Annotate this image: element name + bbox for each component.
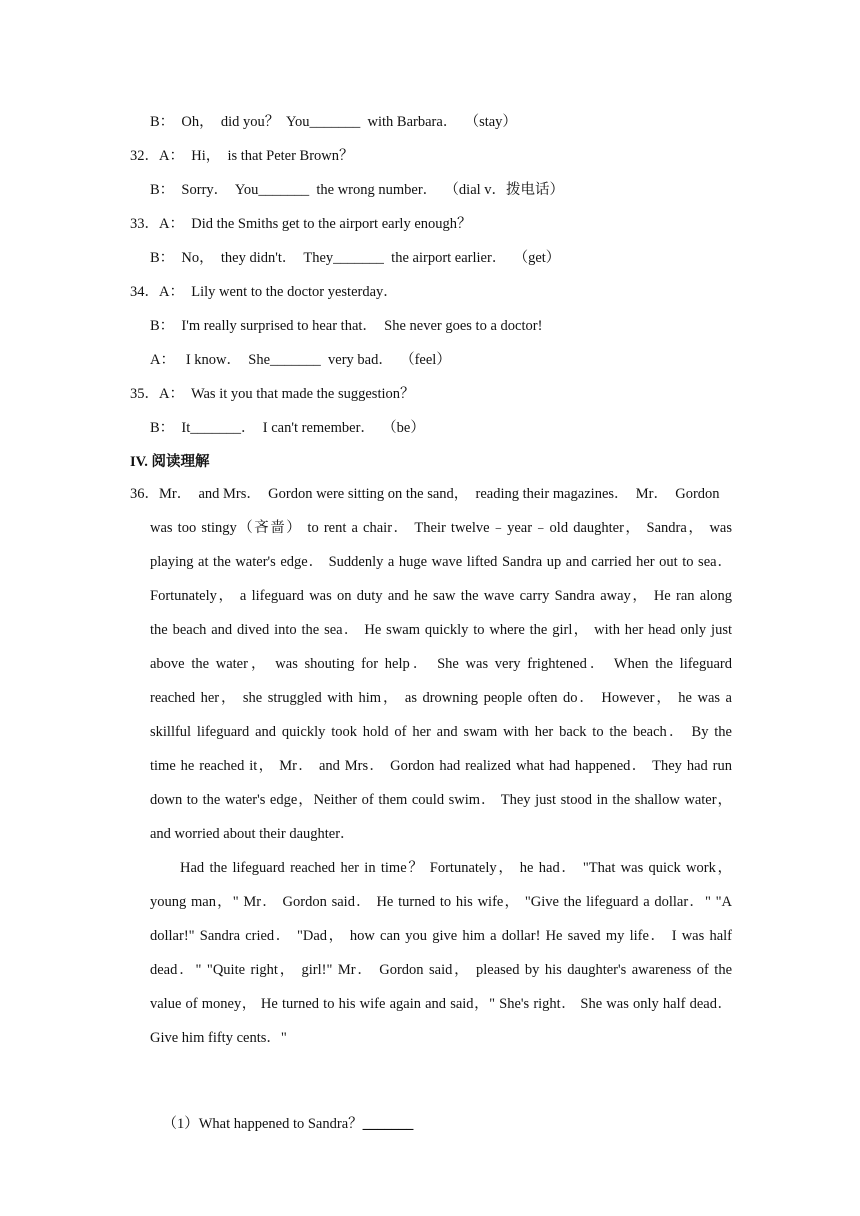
passage-line: above the water， was shouting for help． She was very frightened． When the lifeguard [150, 656, 732, 672]
dialogue-line: B： No， they didn't． They_______ the airport earlier． （get） [150, 250, 561, 266]
passage-line: value of money， He turned to his wife again and said，" She's right． She was only half dead． [150, 996, 732, 1012]
passage-line: dollar!" Sandra cried． "Dad， how can you give him a dollar! He saved my life． I was half [150, 928, 732, 944]
passage-first-line: 36．Mr． and Mrs． Gordon were sitting on the sand， reading their magazines． Mr． Gordon [130, 486, 720, 502]
dialogue-line: 32．A： Hi， is that Peter Brown？ [130, 148, 354, 164]
dialogue-line: 35．A： Was it you that made the suggestion？ [130, 386, 415, 402]
passage-paragraph-end: Give him fifty cents．" [150, 1030, 287, 1046]
question-1 [148, 1094, 413, 1154]
passage-line: down to the water's edge，Neither of them could swim． They just stood in the shallow water， [150, 792, 732, 808]
passage-line: playing at the water's edge． Suddenly a huge wave lifted Sandra up and carried her out to sea． [150, 554, 732, 570]
dialogue-line: 34．A： Lily went to the doctor yesterday． [130, 284, 398, 300]
passage-line: reached her， she struggled with him， as drowning people often do． However， he was a [150, 690, 732, 706]
dialogue-line: B： Oh， did you？ You_______ with Barbara． （stay） [150, 114, 517, 130]
passage-line: skillful lifeguard and quickly took hold of her and swam with her back to the beach． By the [150, 724, 732, 740]
dialogue-line: B： Sorry． You_______ the wrong number． （dial v．拨电话） [150, 182, 565, 198]
passage-line: the beach and dived into the sea． He swam quickly to where the girl， with her head only just [150, 622, 732, 638]
passage-line: was too stingy（吝啬） to rent a chair． Their twelve﹣year﹣old daughter， Sandra， was [150, 520, 732, 536]
dialogue-line: 33．A： Did the Smiths get to the airport early enough？ [130, 216, 472, 232]
answer-blank[interactable]: _______ [362, 1116, 414, 1132]
passage-line: dead．" "Quite right， girl!" Mr． Gordon said， pleased by his daughter's awareness of the [150, 962, 732, 978]
passage-paragraph-end: and worried about their daughter． [150, 826, 355, 842]
passage-line: Had the lifeguard reached her in time？ Fortunately， he had． "That was quick work， [180, 860, 732, 876]
passage-line: time he reached it， Mr． and Mrs． Gordon had realized what had happened． They had run [150, 758, 732, 774]
dialogue-line: A： I know． She_______ very bad． （feel） [150, 352, 451, 368]
dialogue-line: B： It_______． I can't remember． （be） [150, 420, 425, 436]
question-1-text: （1）What happened to Sandra？ [162, 1116, 363, 1132]
passage-line: young man，" Mr． Gordon said． He turned to his wife， "Give the lifeguard a dollar．" "A [150, 894, 732, 910]
passage-line: Fortunately， a lifeguard was on duty and he saw the wave carry Sandra away， He ran along [150, 588, 732, 604]
section-heading: IV. 阅读理解 [130, 454, 210, 470]
dialogue-line: B： I'm really surprised to hear that． She never goes to a doctor! [150, 318, 543, 334]
